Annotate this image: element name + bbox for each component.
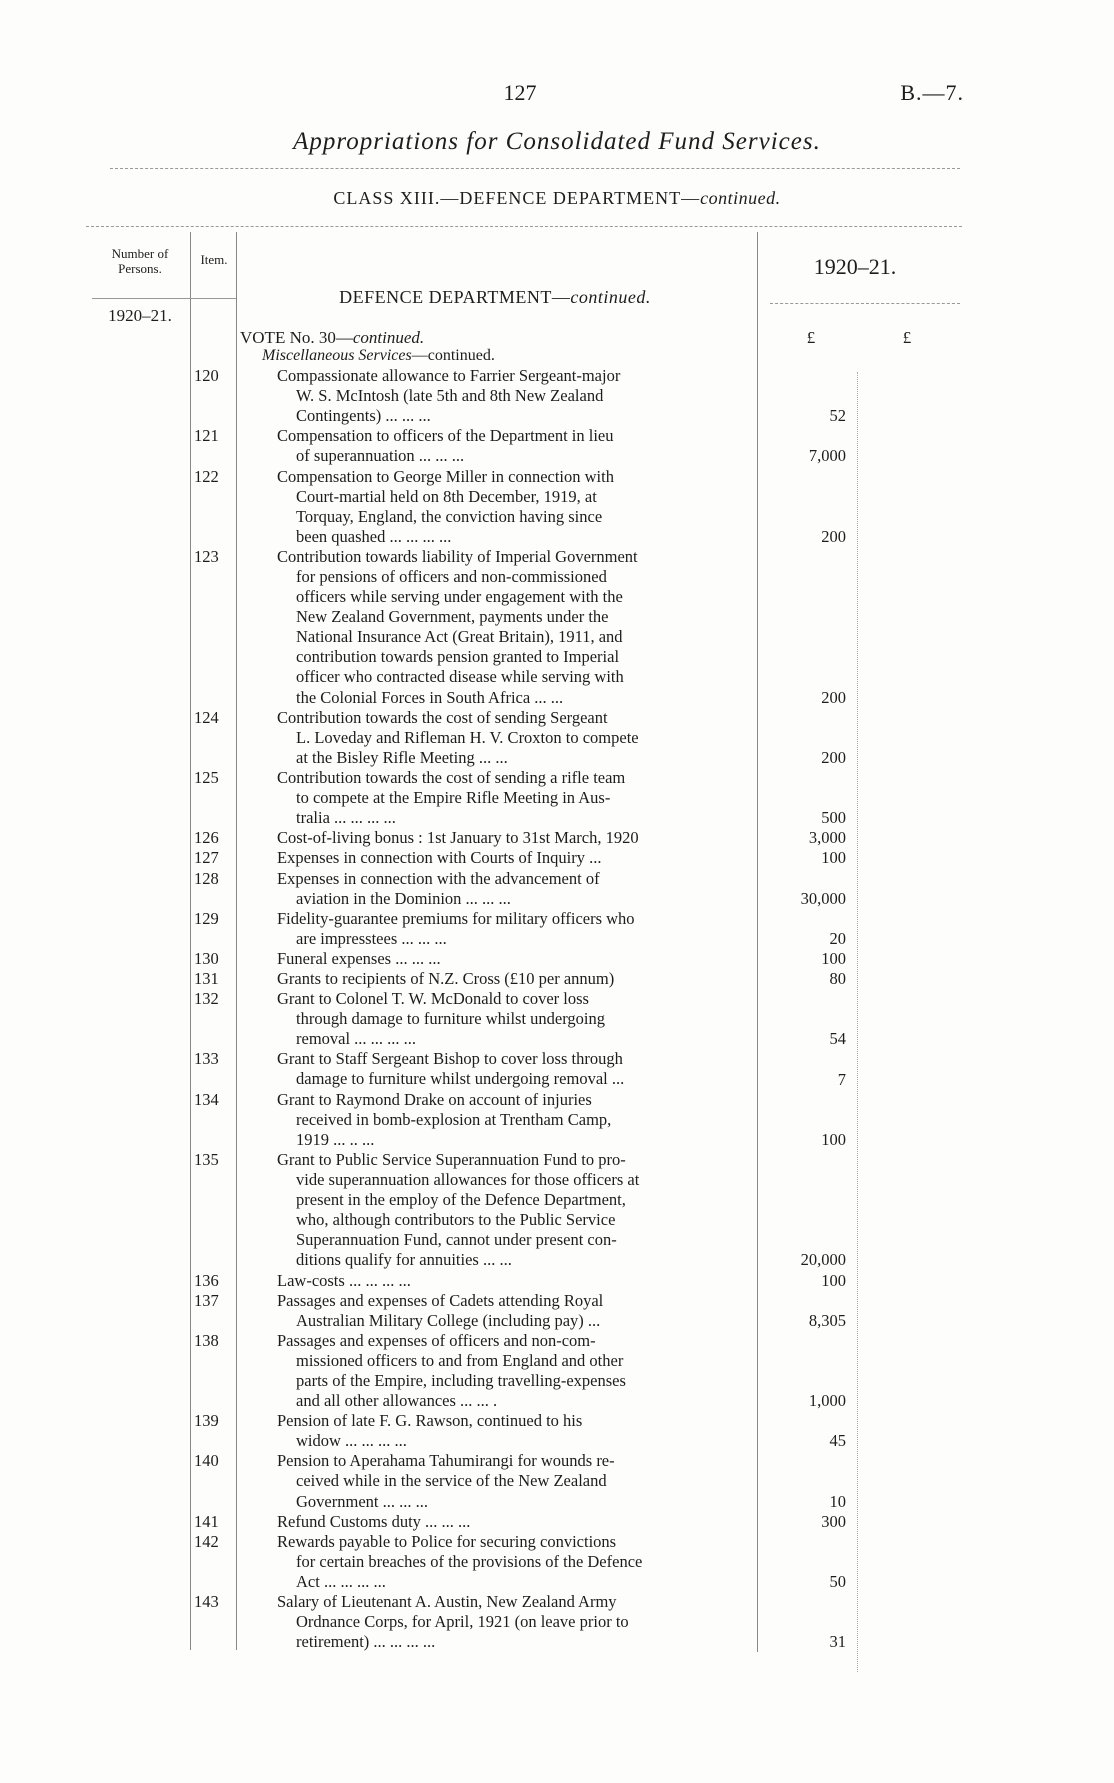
item-amount: 100: [821, 1270, 846, 1290]
item-amount: 200: [821, 687, 846, 707]
misc-services-italic: Miscellaneous Services: [262, 347, 412, 364]
item-description: [277, 547, 745, 708]
item-description: [277, 1532, 745, 1592]
item-number: 129: [194, 908, 219, 928]
item-description-line: Act ... ... ... ...: [296, 1571, 386, 1591]
item-description-line: Court-martial held on 8th December, 1919, at: [296, 486, 597, 506]
item-description-line: widow ... ... ... ...: [296, 1431, 407, 1451]
item-description-line: the Colonial Forces in South Africa ... ...: [296, 687, 564, 707]
item-number: 139: [194, 1411, 219, 1431]
item-description-line: New Zealand Government, payments under the: [296, 607, 609, 627]
item-description-line: contribution towards pension granted to Imperial: [296, 647, 620, 667]
item-number: 142: [194, 1531, 219, 1551]
item-amount: 1,000: [808, 1391, 846, 1411]
item-amount: 300: [821, 1511, 846, 1531]
item-amount: 52: [829, 406, 846, 426]
item-description-line: Passages and expenses of Cadets attending Royal: [277, 1290, 604, 1310]
item-description: [277, 989, 745, 1049]
item-description-line: officer who contracted disease while serving with: [296, 667, 624, 687]
item-description-line: W. S. McIntosh (late 5th and 8th New Zealand: [296, 386, 604, 406]
item-number: 120: [194, 366, 219, 385]
page-reference: B.—7.: [900, 80, 964, 105]
item-description-line: for pensions of officers and non-commissioned: [296, 566, 607, 586]
item-description: [277, 768, 745, 828]
item-number: 131: [194, 969, 219, 988]
item-description-line: Grants to recipients of N.Z. Cross (£10 per annum): [277, 969, 615, 988]
item-description-line: for certain breaches of the provisions of the Defence: [296, 1551, 643, 1571]
column-head-item: Item.: [200, 252, 228, 267]
vote-heading-main: VOTE No. 30—: [240, 328, 353, 347]
item-description-line: Cost-of-living bonus : 1st January to 31st March, 1920: [277, 828, 639, 848]
item-description-line: Expenses in connection with the advancement of: [277, 868, 600, 888]
item-description: [277, 1049, 745, 1089]
item-description-line: ceived while in the service of the New Zealand: [296, 1471, 607, 1491]
item-description-line: tralia ... ... ... ...: [296, 808, 396, 828]
department-heading: [240, 287, 750, 308]
item-number: 121: [194, 426, 219, 446]
column-divider-amount: [757, 232, 758, 1652]
column-head-rule: [92, 298, 236, 299]
class-heading: [0, 188, 1114, 209]
item-amount: 30,000: [800, 888, 846, 908]
item-description-line: at the Bisley Rifle Meeting ... ...: [296, 747, 508, 767]
item-description: [277, 366, 745, 426]
item-amount: 100: [821, 948, 846, 968]
item-description-line: present in the employ of the Defence Department,: [296, 1190, 626, 1210]
item-description-line: Fidelity-guarantee premiums for military officers who: [277, 908, 635, 928]
item-number: 138: [194, 1330, 219, 1350]
item-number: 125: [194, 768, 219, 787]
item-number: 134: [194, 1089, 219, 1109]
item-description-line: Superannuation Fund, cannot under present con-: [296, 1230, 617, 1250]
year-right: 1920–21.: [813, 254, 897, 279]
class-heading-continued: continued.: [700, 188, 781, 208]
item-description-line: through damage to furniture whilst undergoing: [296, 1009, 606, 1029]
item-number: 133: [194, 1049, 219, 1069]
department-heading-continued: continued.: [570, 287, 651, 307]
item-amount: 80: [829, 969, 846, 988]
item-amount: 8,305: [808, 1310, 846, 1330]
item-description-line: Funeral expenses ... ... ...: [277, 948, 441, 968]
item-description-line: Contribution towards liability of Imperial Government: [277, 546, 638, 566]
item-description-line: National Insurance Act (Great Britain), 1911, and: [296, 627, 623, 647]
item-description-line: Grant to Raymond Drake on account of injuries: [277, 1089, 592, 1109]
item-description-line: Pension of late F. G. Rawson, continued to his: [277, 1411, 583, 1431]
item-description: [277, 1411, 745, 1451]
item-number: 135: [194, 1149, 219, 1169]
item-description-line: Compassionate allowance to Farrier Sergeant-major: [277, 366, 621, 385]
item-number: 126: [194, 828, 219, 848]
misc-services-continued: —continued.: [411, 347, 495, 364]
item-number: 122: [194, 466, 219, 486]
item-description: [277, 828, 745, 848]
item-description-line: retirement) ... ... ... ...: [296, 1632, 436, 1652]
item-description-line: damage to furniture whilst undergoing removal ...: [296, 1069, 625, 1089]
item-description-line: Pension to Aperahama Tahumirangi for wounds re-: [277, 1451, 615, 1471]
item-number: 123: [194, 546, 219, 566]
pound-sign-1: £: [806, 328, 816, 347]
vote-heading-continued: continued.: [352, 328, 425, 347]
item-description: [277, 1271, 745, 1291]
item-description-line: Rewards payable to Police for securing convictions: [277, 1531, 617, 1551]
item-description-line: officers while serving under engagement with the: [296, 587, 623, 607]
class-heading-main: CLASS XIII.—DEFENCE DEPARTMENT—: [333, 188, 701, 208]
item-description-line: been quashed ... ... ... ...: [296, 526, 452, 546]
item-amount: 20,000: [800, 1250, 846, 1270]
item-description-line: Contribution towards the cost of sending a rifle team: [277, 768, 626, 787]
item-description-line: of superannuation ... ... ...: [296, 446, 465, 466]
item-description-line: Passages and expenses of officers and non-com-: [277, 1330, 596, 1350]
item-amount: 50: [829, 1572, 846, 1591]
item-description: [277, 1150, 745, 1271]
item-description-line: Grant to Colonel T. W. McDonald to cover loss: [277, 989, 589, 1009]
item-description-line: who, although contributors to the Public Service: [296, 1210, 616, 1230]
item-description-line: Law-costs ... ... ... ...: [277, 1270, 411, 1290]
misc-services-heading: [262, 347, 495, 365]
item-description-line: Torquay, England, the conviction having since: [296, 506, 603, 526]
item-description-line: Salary of Lieutenant A. Austin, New Zealand Army: [277, 1592, 617, 1612]
item-amount: 200: [821, 526, 846, 546]
item-amount: 10: [829, 1491, 846, 1511]
item-description: [277, 1592, 745, 1652]
item-description-line: vide superannuation allowances for those officers at: [296, 1169, 640, 1189]
item-description-line: Contingents) ... ... ...: [296, 406, 431, 426]
item-description-line: Compensation to officers of the Department in lieu: [277, 426, 614, 446]
item-description-line: parts of the Empire, including travelling-expenses: [296, 1370, 626, 1390]
page-number: 127: [503, 80, 537, 105]
item-description-line: Grant to Public Service Superannuation Fund to pro-: [277, 1149, 626, 1169]
item-description: [277, 426, 745, 466]
item-amount: 200: [821, 747, 846, 767]
year-right-rule: [770, 303, 960, 304]
item-number: 124: [194, 707, 219, 727]
department-heading-main: DEFENCE DEPARTMENT—: [339, 287, 571, 307]
item-description: [277, 1291, 745, 1331]
item-number: 137: [194, 1290, 219, 1310]
item-description-line: are impresstees ... ... ...: [296, 928, 447, 948]
item-description: [277, 1090, 745, 1150]
item-description-line: received in bomb-explosion at Trentham Camp,: [296, 1109, 612, 1129]
item-amount: 7: [837, 1069, 846, 1089]
title-rule: [110, 168, 960, 169]
item-number: 136: [194, 1270, 219, 1290]
item-amount: 3,000: [808, 828, 846, 848]
year-left: 1920–21.: [108, 306, 172, 325]
item-number: 143: [194, 1592, 219, 1612]
table-top-rule: [86, 226, 962, 227]
item-description-line: Grant to Staff Sergeant Bishop to cover loss through: [277, 1049, 623, 1069]
item-description: [277, 467, 745, 547]
item-description-line: Expenses in connection with Courts of Inquiry ...: [277, 848, 602, 868]
item-description: [277, 708, 745, 768]
item-number: 141: [194, 1511, 219, 1531]
item-description-line: Australian Military College (including pay) ...: [296, 1310, 601, 1330]
column-divider-persons: [190, 232, 191, 1650]
item-amount: 100: [821, 848, 846, 868]
item-description-line: Contribution towards the cost of sending Sergeant: [277, 707, 608, 727]
page-title: Appropriations for Consolidated Fund Services.: [293, 128, 821, 155]
item-description: [277, 869, 745, 909]
item-description-line: Ordnance Corps, for April, 1921 (on leave prior to: [296, 1612, 629, 1632]
item-amount: 54: [829, 1029, 846, 1049]
column-head-number-of-persons: Number of Persons.: [111, 246, 169, 276]
item-description: [277, 848, 745, 868]
item-description-line: 1919 ... .. ...: [296, 1129, 375, 1149]
item-number: 140: [194, 1451, 219, 1471]
item-description-line: Government ... ... ...: [296, 1491, 428, 1511]
item-description-line: Refund Customs duty ... ... ...: [277, 1511, 471, 1531]
item-description-line: and all other allowances ... ... .: [296, 1391, 498, 1411]
item-description: [277, 909, 745, 949]
item-description-line: removal ... ... ... ...: [296, 1029, 417, 1049]
item-number: 132: [194, 989, 219, 1009]
item-description-line: ditions qualify for annuities ... ...: [296, 1250, 512, 1270]
item-description-line: L. Loveday and Rifleman H. V. Croxton to compete: [296, 727, 639, 747]
item-amount: 45: [829, 1431, 846, 1451]
item-description: [277, 1331, 745, 1411]
item-number: 127: [194, 848, 219, 868]
vote-heading: [240, 328, 424, 348]
item-description-line: aviation in the Dominion ... ... ...: [296, 888, 511, 908]
item-number: 128: [194, 868, 219, 888]
item-amount: 100: [821, 1129, 846, 1149]
item-description-line: missioned officers to and from England and other: [296, 1350, 624, 1370]
column-divider-amount-inner: [857, 372, 858, 1672]
item-amount: 20: [829, 928, 846, 948]
item-description-line: Compensation to George Miller in connection with: [277, 466, 614, 486]
item-description: [277, 949, 745, 969]
item-description-line: to compete at the Empire Rifle Meeting in Aus-: [296, 788, 611, 808]
item-description: [277, 1512, 745, 1532]
item-number: 130: [194, 948, 219, 968]
item-description: [277, 1451, 745, 1511]
pound-sign-2: £: [902, 328, 912, 347]
item-amount: 7,000: [808, 446, 846, 466]
item-amount: 500: [821, 808, 846, 828]
item-description: [277, 969, 745, 989]
item-amount: 31: [829, 1632, 846, 1652]
